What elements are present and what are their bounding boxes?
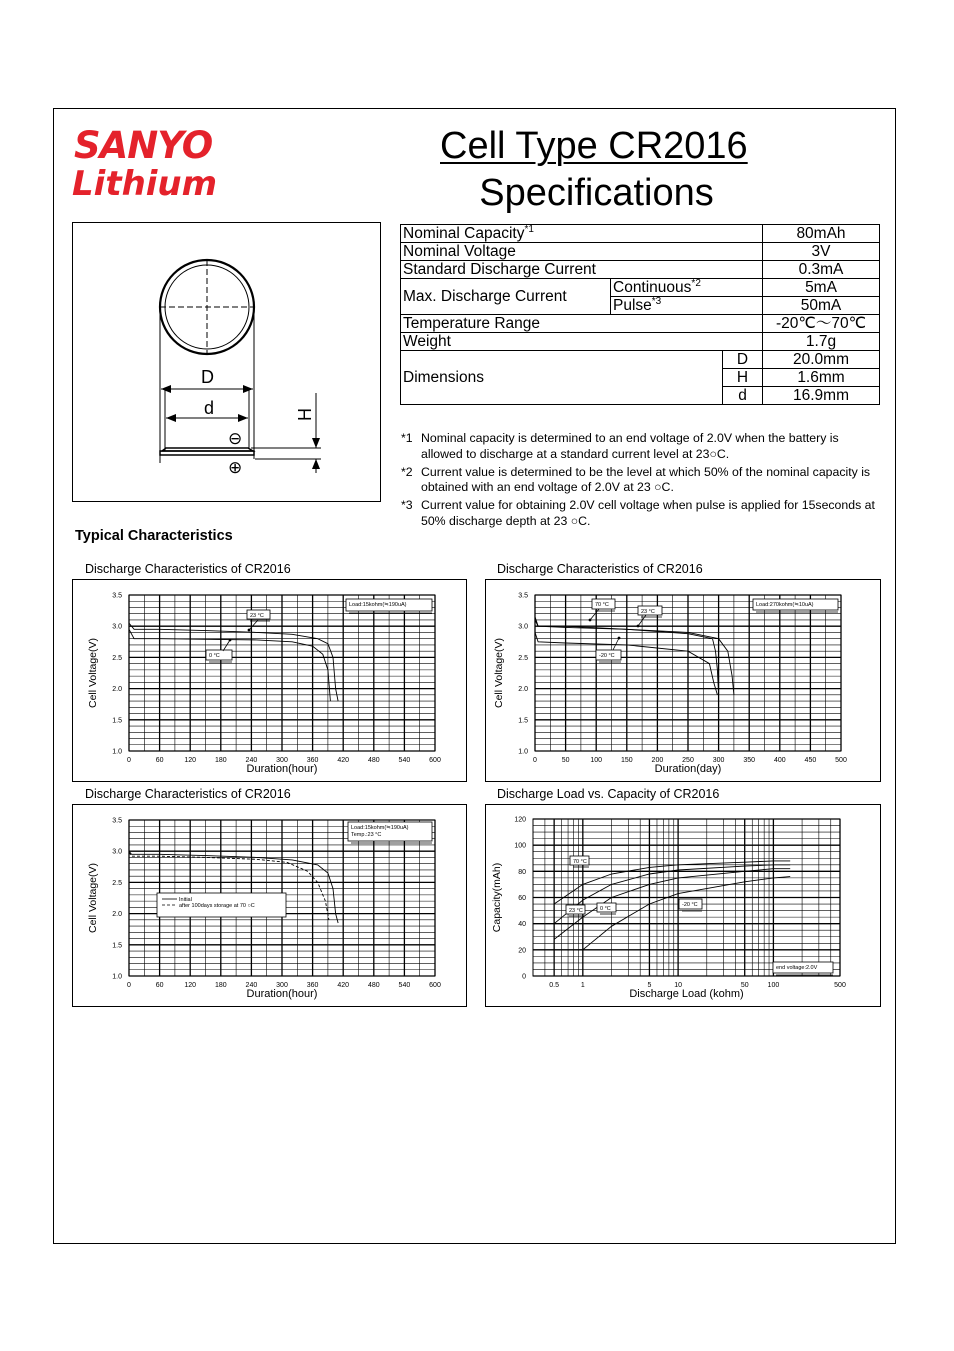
y-axis-label: Cell Voltage(V) — [493, 637, 505, 709]
page-title: Cell Type CR2016 — [440, 125, 748, 167]
battery-diagram — [72, 222, 381, 502]
row-temperature — [401, 315, 880, 333]
annotation — [753, 599, 838, 612]
chart-title: Discharge Load vs. Capacity of CR2016 — [497, 787, 720, 801]
x-tick-label: 450 — [804, 757, 817, 764]
y-tick-label: 60 — [518, 895, 526, 902]
y-tick-label: 3.5 — [518, 592, 528, 600]
dimension-value: 16.9mm — [763, 387, 880, 405]
chart-load-vs-capacity — [485, 804, 881, 1007]
y-tick-label: 1.0 — [518, 748, 528, 756]
x-tick-label: 5 — [647, 982, 652, 989]
chart-grid — [535, 595, 841, 751]
x-axis-label: Duration(day) — [654, 763, 722, 775]
label-D: D — [201, 367, 214, 387]
chart-svg — [486, 805, 880, 1006]
row-weight — [401, 333, 880, 351]
nominal-voltage-value: 3V — [763, 243, 880, 261]
x-tick-label: 180 — [214, 982, 227, 989]
continuous-note: *2 — [691, 278, 701, 289]
y-tick-label: 1.5 — [112, 717, 122, 725]
annotation — [638, 606, 662, 617]
legend-label: after 100days storage at 70 ○C — [179, 903, 255, 909]
annotation — [348, 822, 432, 843]
footnote — [401, 465, 876, 496]
x-tick-label: 60 — [155, 982, 164, 989]
footnote-key: *2 — [401, 464, 413, 479]
annotation — [346, 599, 432, 613]
x-tick-label: 0 — [127, 982, 131, 989]
x-tick-label: 240 — [245, 757, 258, 764]
annotation-text: 0 °C — [209, 653, 220, 659]
dimension-value: 20.0mm — [763, 351, 880, 369]
annotation — [247, 610, 270, 621]
y-tick-label: 80 — [518, 868, 526, 876]
annotation-text: 23 °C — [641, 609, 655, 615]
y-tick-label: 3.0 — [518, 623, 528, 631]
x-tick-label: 420 — [337, 757, 350, 764]
y-tick-label: 2.5 — [112, 879, 122, 887]
max-discharge-label: Max. Discharge Current — [401, 279, 611, 315]
chart-grid — [533, 819, 840, 976]
x-tick-label: 360 — [306, 982, 319, 989]
y-tick-label: 1.0 — [112, 748, 122, 756]
x-axis-label: Duration(hour) — [246, 988, 318, 1000]
series-line — [583, 877, 790, 950]
y-tick-label: 1.0 — [112, 973, 122, 981]
footnote — [401, 498, 876, 529]
annotation-arrow-head — [248, 629, 251, 632]
continuous-value: 5mA — [763, 279, 880, 297]
y-tick-label: 2.0 — [112, 686, 122, 694]
annotation — [773, 962, 833, 975]
continuous-label: Continuous — [613, 279, 692, 296]
annotation — [206, 650, 232, 662]
y-tick-label: 3.5 — [112, 817, 122, 825]
pulse-value: 50mA — [763, 297, 880, 315]
section-title: Typical Characteristics — [75, 528, 233, 544]
row-standard-discharge — [401, 261, 880, 279]
x-tick-label: 540 — [398, 982, 411, 989]
y-tick-label: 120 — [514, 816, 526, 824]
annotation-text: -20 °C — [599, 653, 615, 659]
standard-discharge-value: 0.3mA — [763, 261, 880, 279]
x-tick-label: 300 — [276, 757, 288, 764]
annotation-arrow-head — [637, 625, 640, 628]
x-tick-label: 600 — [429, 757, 441, 764]
legend-label: Initial — [179, 897, 192, 903]
annotation-text: 70 °C — [573, 859, 587, 865]
annotation — [570, 856, 589, 867]
y-tick-label: 2.5 — [518, 654, 528, 662]
annotation-arrow-head — [589, 619, 592, 622]
y-tick-label: 20 — [518, 947, 526, 955]
temperature-value: -20℃～70℃ — [763, 315, 880, 333]
x-tick-label: 0 — [127, 757, 131, 764]
footnote-text: Nominal capacity is determined to an end voltage of 2.0V when the battery is allowed to discharge at a standard current level at 23○C. — [421, 431, 839, 461]
y-tick-label: 3.0 — [112, 623, 122, 631]
annotation-arrow — [223, 640, 230, 651]
dimensions-label: Dimensions — [401, 351, 723, 405]
y-tick-label: 100 — [514, 842, 526, 850]
spec-table — [400, 224, 880, 405]
x-tick-label: 400 — [773, 757, 786, 764]
minus-terminal-icon: ⊖ — [228, 429, 243, 449]
x-tick-label: 100 — [590, 757, 603, 764]
annotation-arrow — [249, 620, 258, 630]
x-tick-label: 540 — [398, 757, 411, 764]
annotation — [596, 650, 621, 662]
x-tick-label: 0.5 — [549, 982, 560, 989]
x-tick-label: 120 — [184, 757, 197, 764]
nominal-capacity-note: *1 — [524, 224, 534, 235]
dimension-key: H — [723, 369, 763, 387]
footnote — [401, 431, 876, 462]
chart-title: Discharge Characteristics of CR2016 — [85, 562, 291, 576]
row-nominal-voltage — [401, 243, 880, 261]
y-axis-label: Cell Voltage(V) — [87, 637, 99, 709]
x-tick-label: 60 — [155, 757, 164, 764]
annotation-text: 23 °C — [250, 613, 264, 619]
label-d: d — [204, 398, 215, 418]
annotation-text: Load:270kohm(≒10uA) — [756, 602, 814, 608]
annotation — [566, 905, 585, 916]
pulse-label: Pulse — [613, 297, 652, 314]
nominal-capacity-label: Nominal Capacity — [403, 225, 525, 242]
chart-title: Discharge Characteristics of CR2016 — [85, 787, 291, 801]
footnotes — [401, 431, 876, 532]
x-tick-label: 420 — [337, 982, 350, 989]
chart-legend — [157, 893, 286, 917]
y-tick-label: 3.0 — [112, 848, 122, 856]
x-tick-label: 300 — [276, 982, 288, 989]
series-line — [129, 623, 338, 701]
weight-value: 1.7g — [763, 333, 880, 351]
x-tick-label: 360 — [306, 757, 319, 764]
y-tick-label: 1.5 — [112, 942, 122, 950]
standard-discharge-label: Standard Discharge Current — [401, 261, 763, 279]
annotation-arrow — [590, 609, 599, 620]
x-tick-label: 500 — [835, 757, 847, 764]
chart-svg — [73, 580, 466, 781]
annotation-text: -20 °C — [682, 902, 698, 908]
x-tick-label: 120 — [184, 982, 197, 989]
y-axis-label: Capacity(mAh) — [491, 862, 503, 933]
annotation-text: Temp.:23 °C — [351, 832, 382, 838]
page-subtitle: Specifications — [479, 172, 714, 214]
y-tick-label: 2.0 — [112, 911, 122, 919]
x-axis-label: Discharge Load (kohm) — [629, 988, 744, 1000]
brand-sub-logo: Lithium — [72, 164, 218, 204]
chart-discharge-storage — [72, 804, 467, 1007]
footnote-key: *1 — [401, 431, 413, 445]
x-tick-label: 240 — [245, 982, 258, 989]
x-tick-label: 50 — [740, 982, 749, 989]
x-axis-label: Duration(hour) — [246, 763, 318, 775]
x-tick-label: 0 — [533, 757, 537, 764]
chart-svg — [73, 805, 466, 1006]
chart-discharge-day-temp — [485, 579, 881, 782]
brand-logo: SANYO — [74, 124, 213, 167]
footnote-text: Current value is determined to be the level at which 50% of the nominal capacity is obtained with an end voltage of 2.0V at 23 ○C. — [421, 464, 871, 494]
annotation-text: 23 °C — [569, 908, 583, 914]
x-tick-label: 480 — [367, 982, 380, 989]
y-tick-label: 0 — [522, 973, 526, 981]
annotation-arrow-head — [618, 637, 621, 640]
footnote-text: Current value for obtaining 2.0V cell voltage when pulse is applied for 15seconds at 50% discharge depth at 23 ○C. — [421, 498, 875, 528]
x-tick-label: 180 — [214, 757, 227, 764]
temperature-label: Temperature Range — [401, 315, 763, 333]
x-tick-label: 1 — [580, 982, 585, 989]
y-tick-label: 1.5 — [518, 717, 528, 725]
nominal-voltage-label: Nominal Voltage — [401, 243, 763, 261]
nominal-capacity-value: 80mAh — [763, 225, 880, 243]
annotation-text: 0 °C — [600, 906, 611, 912]
x-tick-label: 250 — [682, 757, 694, 764]
y-tick-label: 3.5 — [112, 592, 122, 600]
y-tick-label: 2.0 — [518, 686, 528, 694]
x-tick-label: 10 — [674, 982, 683, 989]
x-tick-label: 350 — [743, 757, 756, 764]
x-tick-label: 50 — [561, 757, 570, 764]
y-tick-label: 2.5 — [112, 654, 122, 662]
plus-terminal-icon: ⊕ — [228, 458, 243, 478]
dimension-key: d — [723, 387, 763, 405]
x-tick-label: 480 — [367, 757, 380, 764]
pulse-note: *3 — [651, 296, 662, 307]
chart-discharge-hour-temp — [72, 579, 467, 782]
footnote-key: *3 — [401, 498, 413, 512]
battery-drawing — [73, 223, 382, 503]
annotation-arrow-head — [229, 639, 232, 642]
x-tick-label: 100 — [767, 982, 780, 989]
row-nominal-capacity — [401, 225, 880, 243]
x-tick-label: 150 — [620, 757, 633, 764]
label-H: H — [295, 408, 315, 421]
annotation-text: Load:15kohm(≒190uA) — [351, 825, 409, 831]
annotation — [597, 903, 616, 914]
y-axis-label: Cell Voltage(V) — [87, 862, 99, 934]
row-max-discharge-continuous — [401, 279, 880, 297]
battery-side-body — [160, 451, 254, 455]
annotation-text: end voltage:2.0V — [776, 965, 818, 971]
chart-svg — [486, 580, 880, 781]
dimension-key: D — [723, 351, 763, 369]
x-tick-label: 500 — [834, 982, 846, 989]
dimension-value: 1.6mm — [763, 369, 880, 387]
chart-title: Discharge Characteristics of CR2016 — [497, 562, 703, 576]
annotation-text: Load:15kohm(≒190uA) — [349, 602, 407, 608]
series-line — [554, 865, 790, 924]
x-tick-label: 200 — [651, 757, 664, 764]
annotation-text: 70 °C — [595, 602, 609, 608]
row-dimension-D — [401, 351, 880, 369]
x-tick-label: 600 — [429, 982, 441, 989]
annotation-arrow — [613, 638, 619, 650]
weight-label: Weight — [401, 333, 763, 351]
annotation — [592, 599, 615, 611]
chart-grid — [129, 595, 435, 751]
y-tick-label: 40 — [518, 921, 526, 929]
x-tick-label: 300 — [712, 757, 725, 764]
annotation — [679, 899, 702, 911]
